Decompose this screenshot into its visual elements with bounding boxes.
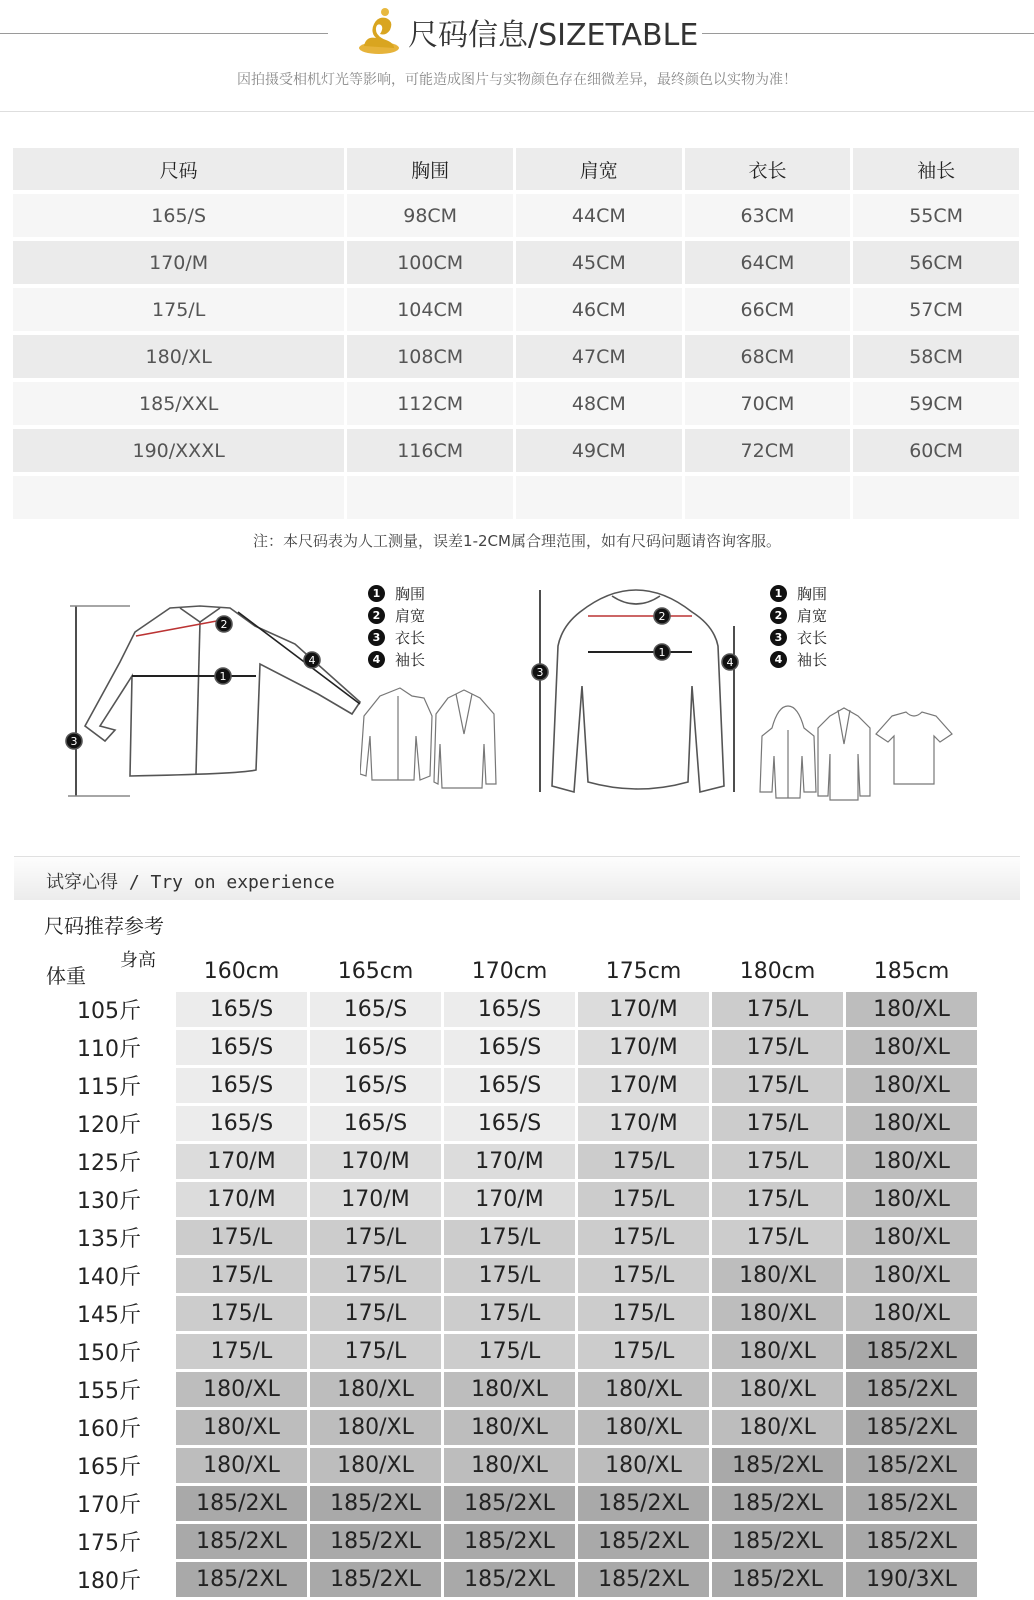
recommended-size-cell: 175/L [444, 1296, 575, 1331]
recommended-size-cell: 170/M [578, 1106, 709, 1141]
table-cell: 175/L [13, 288, 344, 331]
table-cell: 112CM [347, 382, 513, 425]
table-row [13, 382, 1019, 425]
table-cell [853, 476, 1019, 519]
table-cell: 45CM [516, 241, 682, 284]
recommended-size-cell: 175/L [176, 1258, 307, 1293]
weight-cell: 155斤 [77, 1379, 141, 1404]
recommended-size-cell: 180/XL [578, 1448, 709, 1483]
recommended-size-cell: 185/2XL [578, 1486, 709, 1521]
table-cell: 59CM [853, 382, 1019, 425]
recommended-size-cell: 175/L [310, 1296, 441, 1331]
recommended-size-cell: 180/XL [712, 1258, 843, 1293]
recommended-size-cell: 175/L [712, 1144, 843, 1179]
table-row [43, 992, 977, 1027]
recommended-size-cell: 185/2XL [846, 1524, 977, 1559]
recommended-size-cell: 185/2XL [310, 1524, 441, 1559]
recommended-size-cell: 180/XL [712, 1334, 843, 1369]
recommended-size-cell: 170/M [578, 1030, 709, 1065]
size-table-header [13, 148, 1019, 190]
size-table-header-cell: 袖长 [853, 148, 1019, 190]
weight-cell: 135斤 [77, 1227, 141, 1252]
table-row [43, 1258, 977, 1293]
table-row [13, 335, 1019, 378]
table-cell: 66CM [685, 288, 851, 331]
recommended-size-cell: 165/S [444, 1106, 575, 1141]
recommended-size-cell: 175/L [444, 1334, 575, 1369]
recommended-size-cell: 170/M [444, 1144, 575, 1179]
legend-item: 1 胸围 [770, 582, 827, 604]
recommended-size-cell: 170/M [310, 1144, 441, 1179]
table-row [43, 1334, 977, 1369]
table-row [13, 194, 1019, 237]
header-rule-left [0, 33, 328, 34]
table-row [43, 1068, 977, 1103]
recommended-size-cell: 180/XL [176, 1410, 307, 1445]
recommended-size-cell: 175/L [712, 1106, 843, 1141]
size-table-header-cell: 衣长 [685, 148, 851, 190]
weight-cell: 170斤 [77, 1493, 141, 1518]
recommended-size-cell: 190/3XL [846, 1562, 977, 1597]
table-cell [347, 476, 513, 519]
recommended-size-cell: 175/L [176, 1334, 307, 1369]
weight-cell: 180斤 [77, 1569, 141, 1594]
recommended-size-cell: 165/S [310, 992, 441, 1027]
table-cell: 180/XL [13, 335, 344, 378]
recommended-size-cell: 180/XL [846, 1258, 977, 1293]
weight-cell: 120斤 [77, 1113, 141, 1138]
size-table-header-cell: 肩宽 [516, 148, 682, 190]
table-cell [13, 476, 344, 519]
legend-item: 2 肩宽 [770, 604, 827, 626]
recommended-size-cell: 180/XL [176, 1448, 307, 1483]
recommended-size-cell: 175/L [578, 1220, 709, 1255]
recommended-size-cell: 185/2XL [712, 1524, 843, 1559]
recommended-size-cell: 185/2XL [846, 1334, 977, 1369]
recommended-size-cell: 180/XL [712, 1296, 843, 1331]
height-header-cell: 170cm [471, 958, 548, 984]
table-row [13, 241, 1019, 284]
weight-cell: 140斤 [77, 1265, 141, 1290]
recommended-size-cell: 185/2XL [578, 1524, 709, 1559]
recommended-size-cell: 175/L [176, 1296, 307, 1331]
table-cell: 64CM [685, 241, 851, 284]
marker-4: 4 [308, 654, 316, 667]
table-cell: 185/XXL [13, 382, 344, 425]
weight-cell: 105斤 [77, 999, 141, 1024]
gold-ruyi-logo-icon [356, 6, 402, 56]
marker-3: 3 [70, 735, 78, 748]
try-on-section-bar [14, 856, 1020, 900]
table-cell: 98CM [347, 194, 513, 237]
page-title: 尺码信息/SIZETABLE [408, 18, 699, 53]
recommended-size-cell: 170/M [176, 1144, 307, 1179]
sweater-diagram-icon [528, 586, 748, 822]
recommended-size-cell: 180/XL [846, 1182, 977, 1217]
weight-cell: 165斤 [77, 1455, 141, 1480]
size-table [10, 144, 1022, 523]
recommended-size-cell: 185/2XL [712, 1486, 843, 1521]
recommended-size-cell: 165/S [176, 1106, 307, 1141]
recommended-size-cell: 175/L [578, 1334, 709, 1369]
table-cell: 48CM [516, 382, 682, 425]
try-on-section-title: 试穿心得 / Try on experience [46, 872, 335, 893]
recommended-size-cell: 180/XL [712, 1410, 843, 1445]
recommended-size-cell: 180/XL [846, 992, 977, 1027]
recommended-size-cell: 165/S [176, 1068, 307, 1103]
recommended-size-cell: 165/S [444, 992, 575, 1027]
recommended-size-cell: 180/XL [310, 1448, 441, 1483]
table-cell: 165/S [13, 194, 344, 237]
table-row [43, 1524, 977, 1559]
recommended-size-cell: 165/S [444, 1030, 575, 1065]
recommended-size-cell: 180/XL [578, 1372, 709, 1407]
table-cell: 63CM [685, 194, 851, 237]
recommended-size-cell: 165/S [176, 1030, 307, 1065]
recommended-size-cell: 175/L [578, 1258, 709, 1293]
recommended-size-cell: 175/L [578, 1144, 709, 1179]
hoodie-icon [760, 706, 816, 798]
size-recommendation-table [40, 950, 980, 1600]
table-row [13, 476, 1019, 519]
table-cell: 170/M [13, 241, 344, 284]
recommended-size-cell: 180/XL [846, 1068, 977, 1103]
recommended-size-cell: 185/2XL [310, 1486, 441, 1521]
cardigan-icon [818, 708, 870, 800]
table-cell: 47CM [516, 335, 682, 378]
recommended-size-cell: 180/XL [712, 1372, 843, 1407]
marker-3: 3 [536, 666, 544, 679]
recommended-size-cell: 175/L [712, 1030, 843, 1065]
recommended-size-cell: 175/L [712, 1220, 843, 1255]
table-row [43, 1106, 977, 1141]
recommended-size-cell: 165/S [310, 1030, 441, 1065]
legend-item: 3 衣长 [770, 626, 827, 648]
legend-item: 1 胸围 [368, 582, 425, 604]
table-row [43, 1448, 977, 1483]
tshirt-icon [876, 712, 952, 784]
marker-1: 1 [658, 646, 666, 659]
table-row [43, 1410, 977, 1445]
recommended-size-cell: 185/2XL [846, 1410, 977, 1445]
color-disclaimer: 因拍摄受相机灯光等影响，可能造成图片与实物颜色存在细微差异，最终颜色以实物为准！ [237, 72, 797, 88]
table-cell: 190/XXXL [13, 429, 344, 472]
recommended-size-cell: 185/2XL [444, 1562, 575, 1597]
table-row [43, 1486, 977, 1521]
recommended-size-cell: 185/2XL [444, 1524, 575, 1559]
recommended-size-cell: 185/2XL [176, 1562, 307, 1597]
table-row [43, 1144, 977, 1179]
table-cell: 46CM [516, 288, 682, 331]
recommended-size-cell: 175/L [310, 1220, 441, 1255]
recommended-size-cell: 175/L [712, 1182, 843, 1217]
marker-2: 2 [220, 618, 228, 631]
measurement-note: 注：本尺码表为人工测量，误差1-2CM属合理范围，如有尺码问题请咨询客服。 [253, 532, 781, 550]
weight-axis-label: 体重 [46, 964, 86, 988]
table-cell: 108CM [347, 335, 513, 378]
table-cell: 44CM [516, 194, 682, 237]
weight-cell: 150斤 [77, 1341, 141, 1366]
height-header-cell: 185cm [873, 958, 950, 984]
recommended-size-cell: 185/2XL [176, 1524, 307, 1559]
legend-item: 4 袖长 [368, 648, 425, 670]
recommended-size-cell: 185/2XL [176, 1486, 307, 1521]
recommended-size-cell: 170/M [578, 992, 709, 1027]
recommended-size-cell: 175/L [310, 1258, 441, 1293]
height-axis-label: 身高 [120, 950, 156, 971]
recommended-size-cell: 180/XL [846, 1144, 977, 1179]
recommended-size-cell: 180/XL [846, 1030, 977, 1065]
table-cell: 68CM [685, 335, 851, 378]
recommended-size-cell: 170/M [578, 1068, 709, 1103]
recommended-size-cell: 180/XL [444, 1448, 575, 1483]
table-cell: 116CM [347, 429, 513, 472]
table-cell: 57CM [853, 288, 1019, 331]
legend-left [368, 582, 425, 670]
table-row [43, 1220, 977, 1255]
recommended-size-cell: 175/L [444, 1220, 575, 1255]
legend-item: 3 衣长 [368, 626, 425, 648]
recommended-size-cell: 175/L [444, 1258, 575, 1293]
recommended-size-cell: 170/M [444, 1182, 575, 1217]
recommended-size-cell: 165/S [444, 1068, 575, 1103]
recommended-size-cell: 185/2XL [712, 1448, 843, 1483]
table-row [13, 288, 1019, 331]
recommended-size-cell: 180/XL [846, 1106, 977, 1141]
weight-cell: 160斤 [77, 1417, 141, 1442]
recommended-size-cell: 175/L [578, 1182, 709, 1217]
weight-cell: 175斤 [77, 1531, 141, 1556]
recommended-size-cell: 170/M [310, 1182, 441, 1217]
table-cell: 100CM [347, 241, 513, 284]
recommended-size-cell: 180/XL [444, 1372, 575, 1407]
table-cell: 49CM [516, 429, 682, 472]
weight-cell: 125斤 [77, 1151, 141, 1176]
legend-right [770, 582, 827, 670]
height-header-cell: 160cm [203, 958, 280, 984]
height-header-cell: 180cm [739, 958, 816, 984]
hoodie-cardigan-tshirt-icons [758, 700, 954, 804]
recommended-size-cell: 165/S [176, 992, 307, 1027]
height-header-row [43, 953, 977, 989]
recommended-size-cell: 185/2XL [846, 1486, 977, 1521]
recommended-size-cell: 175/L [712, 992, 843, 1027]
height-header-cell: 165cm [337, 958, 414, 984]
table-row [43, 1296, 977, 1331]
recommendation-subtitle: 尺码推荐参考 [44, 914, 164, 938]
recommended-size-cell: 175/L [712, 1068, 843, 1103]
blazer-icon [434, 690, 496, 788]
table-cell: 58CM [853, 335, 1019, 378]
table-row [43, 1372, 977, 1407]
table-cell: 72CM [685, 429, 851, 472]
weight-cell: 145斤 [77, 1303, 141, 1328]
recommended-size-cell: 185/2XL [444, 1486, 575, 1521]
table-cell: 55CM [853, 194, 1019, 237]
recommended-size-cell: 165/S [310, 1106, 441, 1141]
jacket-blazer-icons [360, 676, 502, 806]
marker-4: 4 [726, 656, 734, 669]
recommended-size-cell: 185/2XL [712, 1562, 843, 1597]
table-cell: 104CM [347, 288, 513, 331]
table-cell: 60CM [853, 429, 1019, 472]
marker-1: 1 [219, 670, 227, 683]
recommended-size-cell: 170/M [176, 1182, 307, 1217]
weight-cell: 110斤 [77, 1037, 141, 1062]
jacket-icon [360, 688, 432, 780]
recommended-size-cell: 180/XL [310, 1372, 441, 1407]
page-header [0, 0, 1034, 112]
height-header-cell: 175cm [605, 958, 682, 984]
shirt-diagram-icon [60, 586, 370, 822]
recommended-size-cell: 175/L [578, 1296, 709, 1331]
legend-item: 2 肩宽 [368, 604, 425, 626]
recommended-size-cell: 180/XL [846, 1220, 977, 1255]
size-table-header-cell: 胸围 [347, 148, 513, 190]
table-cell [516, 476, 682, 519]
recommended-size-cell: 175/L [310, 1334, 441, 1369]
table-cell: 70CM [685, 382, 851, 425]
legend-item: 4 袖长 [770, 648, 827, 670]
size-table-header-cell: 尺码 [13, 148, 344, 190]
recommended-size-cell: 180/XL [310, 1410, 441, 1445]
recommended-size-cell: 185/2XL [846, 1448, 977, 1483]
weight-cell: 115斤 [77, 1075, 141, 1100]
recommended-size-cell: 175/L [176, 1220, 307, 1255]
table-cell [685, 476, 851, 519]
recommended-size-cell: 180/XL [578, 1410, 709, 1445]
table-row [43, 1030, 977, 1065]
table-row [43, 1182, 977, 1217]
recommended-size-cell: 185/2XL [846, 1372, 977, 1407]
recommended-size-cell: 185/2XL [578, 1562, 709, 1597]
recommended-size-cell: 180/XL [846, 1296, 977, 1331]
recommended-size-cell: 165/S [310, 1068, 441, 1103]
recommended-size-cell: 185/2XL [310, 1562, 441, 1597]
table-row [43, 1562, 977, 1597]
table-row [13, 429, 1019, 472]
marker-2: 2 [658, 610, 666, 623]
table-cell: 56CM [853, 241, 1019, 284]
recommended-size-cell: 180/XL [444, 1410, 575, 1445]
header-rule-right [702, 33, 1034, 34]
recommended-size-cell: 180/XL [176, 1372, 307, 1407]
weight-cell: 130斤 [77, 1189, 141, 1214]
